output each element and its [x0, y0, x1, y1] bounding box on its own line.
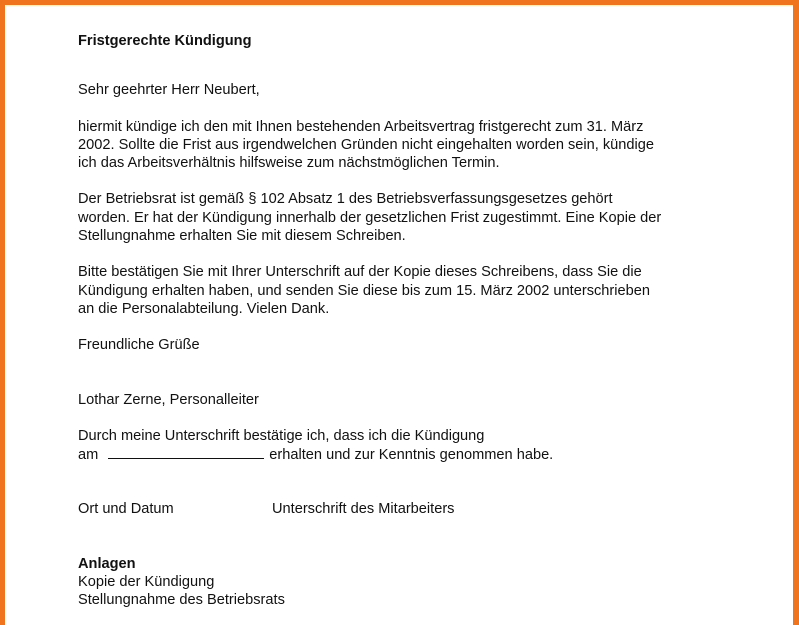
place-date-label: Ort und Datum [78, 501, 174, 518]
closing: Freundliche Grüße [78, 337, 200, 354]
confirmation-date-line [78, 445, 768, 464]
confirmation-prefix: am [78, 447, 99, 464]
paragraph-line: ich das Arbeitsverhältnis hilfsweise zum nächstmöglichen Termin. [78, 155, 500, 172]
paragraph-works-council [78, 190, 768, 245]
paragraph-line: Der Betriebsrat ist gemäß § 102 Absatz 1 des Betriebsverfassungsgesetzes gehört [78, 191, 613, 208]
employee-signature-label: Unterschrift des Mitarbeiters [272, 501, 455, 518]
confirmation-block [78, 427, 768, 465]
salutation: Sehr geehrter Herr Neubert, [78, 82, 260, 99]
letter-body [78, 32, 768, 610]
paragraph-confirmation-request [78, 263, 768, 318]
letter-page [5, 5, 793, 625]
paragraph-line: Kündigung erhalten haben, und senden Sie diese bis zum 15. März 2002 unterschrieben [78, 282, 650, 299]
signer-name: Lothar Zerne, Personalleiter [78, 391, 259, 408]
paragraph-line: an die Personalabteilung. Vielen Dank. [78, 300, 330, 317]
signature-row [78, 500, 768, 518]
paragraph-line: Bitte bestätigen Sie mit Ihrer Unterschrift auf der Kopie dieses Schreibens, dass Sie die [78, 264, 642, 281]
paragraph-line: worden. Er hat der Kündigung innerhalb der gesetzlichen Frist zugestimmt. Eine Kopie der [78, 209, 662, 226]
date-blank-line [108, 445, 264, 459]
paragraph-line: 2002. Sollte die Frist aus irgendwelchen Gründen nicht eingehalten worden sein, kündige [78, 136, 655, 153]
attachment-item: Kopie der Kündigung [78, 574, 215, 591]
confirmation-suffix: erhalten und zur Kenntnis genommen habe. [269, 447, 554, 464]
confirmation-line: Durch meine Unterschrift bestätige ich, dass ich die Kündigung [78, 427, 485, 444]
paragraph-line: Stellungnahme erhalten Sie mit diesem Schreiben. [78, 228, 406, 245]
paragraph-line: hiermit kündige ich den mit Ihnen bestehenden Arbeitsvertrag fristgerecht zum 31. März [78, 118, 644, 135]
attachment-item: Stellungnahme des Betriebsrats [78, 592, 285, 609]
letter-title: Fristgerechte Kündigung [78, 33, 252, 49]
attachments [78, 555, 768, 610]
paragraph-termination [78, 118, 768, 173]
attachments-heading: Anlagen [78, 555, 136, 572]
